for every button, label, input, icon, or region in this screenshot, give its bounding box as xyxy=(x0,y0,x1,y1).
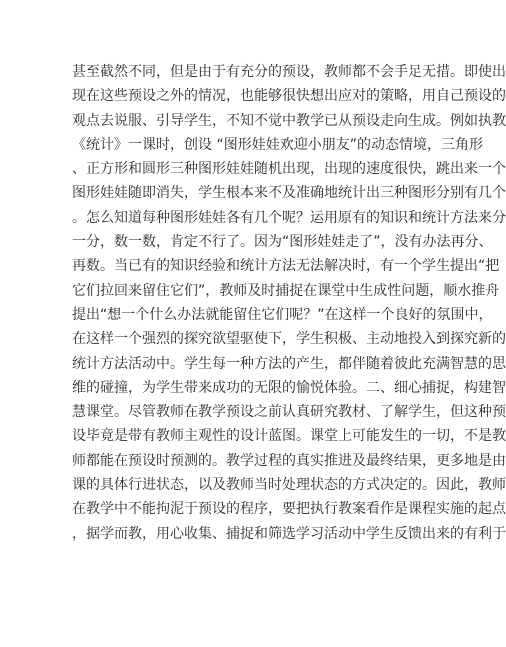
text-line: 《统计》一课时，创设 “图形娃娃欢迎小朋友”的动态情境，三角形 xyxy=(72,136,483,153)
text-line: 观点去说服、引导学生，不知不觉中教学已从预设走向生成。例如执教 xyxy=(72,112,506,129)
text-line: 设毕竟是带有教师主观性的设计蓝图。课堂上可能发生的一切，不是教 xyxy=(72,428,506,445)
text-line: 统计方法活动中。学生每一种方法的产生，都伴随着彼此充满智慧的思 xyxy=(72,355,506,372)
text-line: 慧课堂。尽管教师在教学预设之前认真研究教材、了解学生，但这种预 xyxy=(72,404,506,421)
text-line: 维的碰撞，为学生带来成功的无限的愉悦体验。二、细心捕捉，构建智 xyxy=(72,379,506,396)
text-line: 再数。当已有的知识经验和统计方法无法解决时，有一个学生提出“把 xyxy=(72,258,500,275)
text-line: 图形娃娃随即消失，学生根本来不及准确地统计出三种图形分别有几个 xyxy=(72,185,506,202)
text-line: 提出“想一个什么办法就能留住它们呢？”在这样一个良好的氛围中， xyxy=(72,306,493,323)
text-line: 。怎么知道每种图形娃娃各有几个呢？运用原有的知识和统计方法来分 xyxy=(72,209,506,226)
text-line: 课的具体行进状态，以及教师当时处理状态的方式决定的。因此，教师 xyxy=(72,477,506,494)
text-line: ，据学而教，用心收集、捕捉和筛选学习活动中学生反馈出来的有利于 xyxy=(72,525,506,542)
text-line: 师都能在预设时预测的。教学过程的真实推进及最终结果，更多地是由 xyxy=(72,452,506,469)
text-line: 现在这些预设之外的情况，也能够很快想出应对的策略，用自己预设的 xyxy=(72,88,506,105)
text-line: 它们拉回来留住它们”，教师及时捕捉在课堂中生成性问题，顺水推舟 xyxy=(72,282,500,299)
text-line: 一分，数一数，肯定不行了。因为“图形娃娃走了”，没有办法再分、 xyxy=(72,234,493,251)
text-line: 在这样一个强烈的探究欲望驱使下，学生积极、主动地投入到探究新的 xyxy=(72,331,506,348)
text-line: 在教学中不能拘泥于预设的程序，要把执行教案看作是课程实施的起点 xyxy=(72,501,506,518)
text-line: 甚至截然不同，但是由于有充分的预设，教师都不会手足无措。即使出 xyxy=(72,64,506,80)
body-text xyxy=(72,60,506,546)
text-line: 、正方形和圆形三种图形娃娃随机出现，出现的速度很快，跳出来一个 xyxy=(72,161,506,178)
